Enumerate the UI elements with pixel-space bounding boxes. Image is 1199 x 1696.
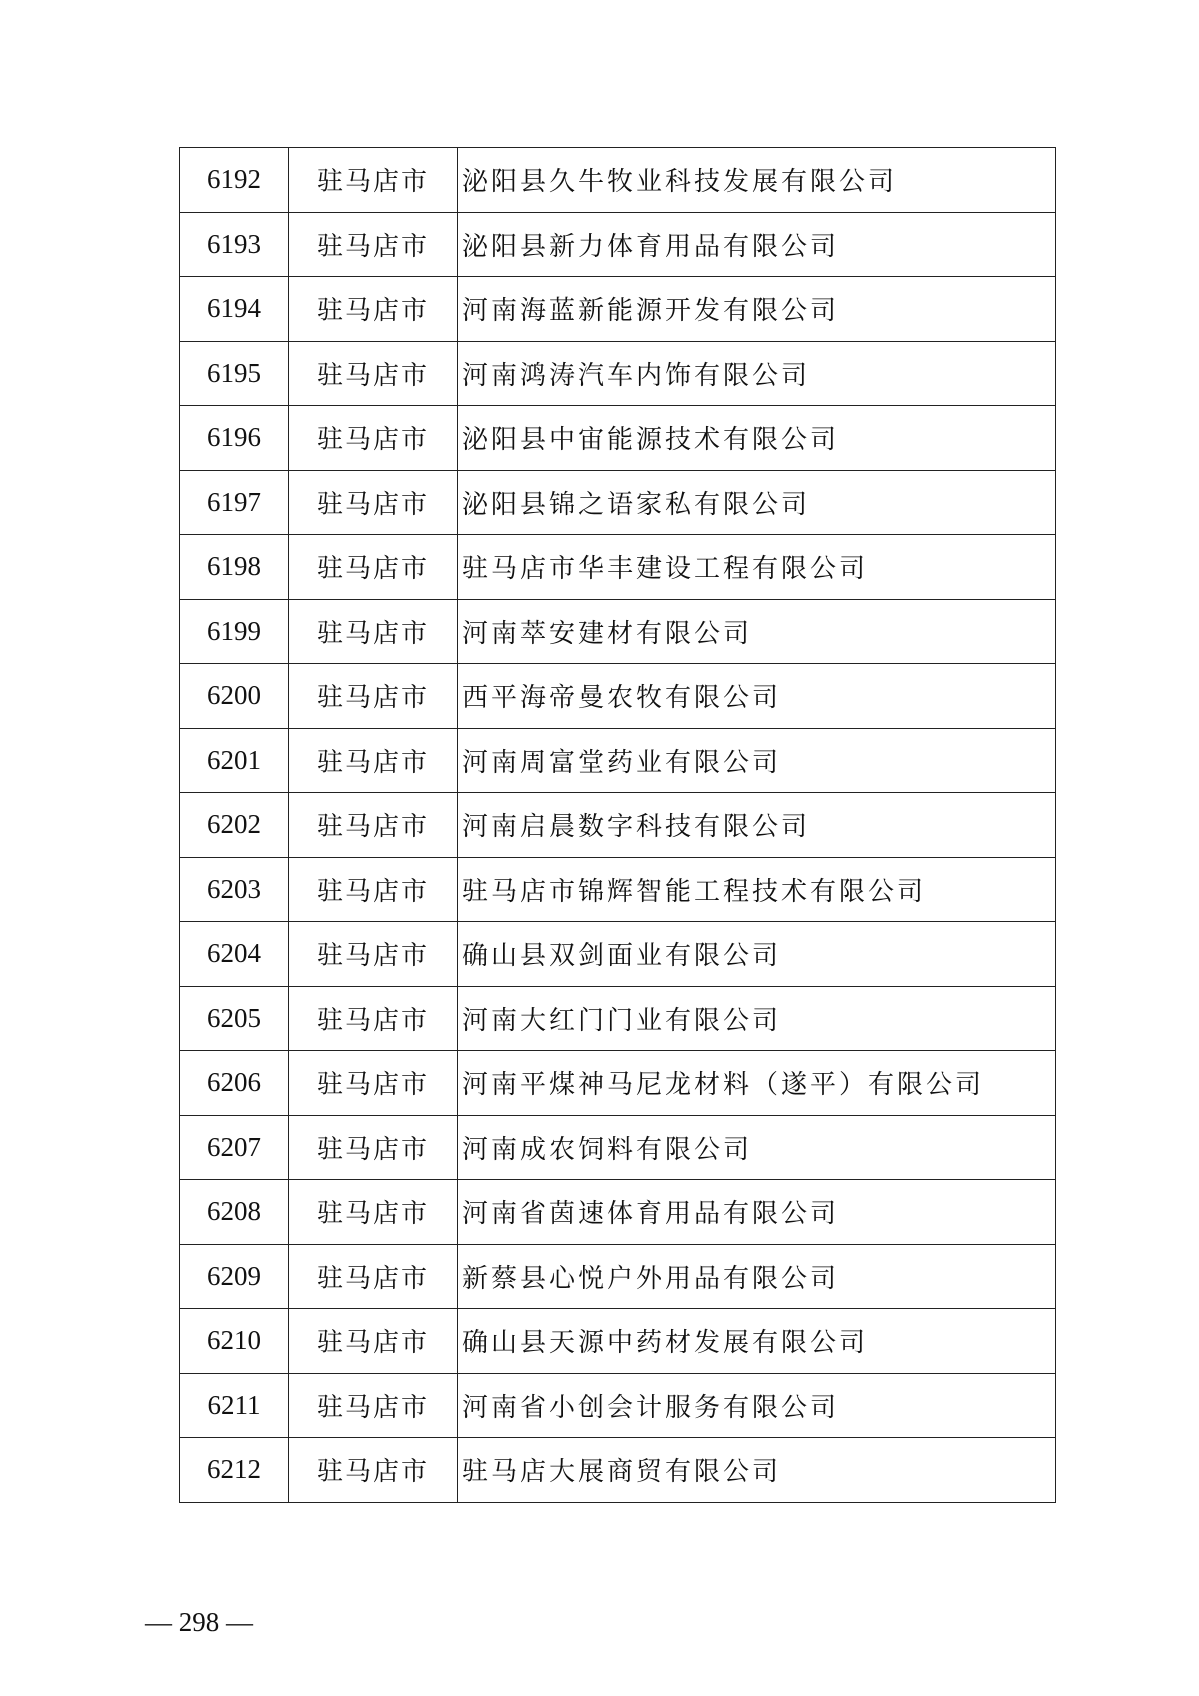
serial-number-cell: 6196 (180, 406, 289, 471)
table-row (180, 406, 1056, 471)
company-name-cell: 泌阳县锦之语家私有限公司 (458, 470, 1056, 535)
serial-number-cell: 6201 (180, 728, 289, 793)
serial-number-cell: 6209 (180, 1244, 289, 1309)
city-cell: 驻马店市 (289, 212, 458, 277)
city-cell: 驻马店市 (289, 148, 458, 213)
serial-number-cell: 6211 (180, 1373, 289, 1438)
serial-number-cell: 6197 (180, 470, 289, 535)
city-cell: 驻马店市 (289, 793, 458, 858)
table-row (180, 1051, 1056, 1116)
city-cell: 驻马店市 (289, 1180, 458, 1245)
company-name-cell: 泌阳县新力体育用品有限公司 (458, 212, 1056, 277)
serial-number-cell: 6200 (180, 664, 289, 729)
table-row (180, 341, 1056, 406)
serial-number-cell: 6202 (180, 793, 289, 858)
serial-number-cell: 6194 (180, 277, 289, 342)
table-row (180, 986, 1056, 1051)
table-row (180, 470, 1056, 535)
company-name-cell: 确山县双剑面业有限公司 (458, 922, 1056, 987)
table-row (180, 277, 1056, 342)
table-row (180, 1115, 1056, 1180)
company-name-cell: 河南周富堂药业有限公司 (458, 728, 1056, 793)
company-name-cell: 西平海帝曼农牧有限公司 (458, 664, 1056, 729)
table-row (180, 1180, 1056, 1245)
company-name-cell: 确山县天源中药材发展有限公司 (458, 1309, 1056, 1374)
city-cell: 驻马店市 (289, 1309, 458, 1374)
company-name-cell: 河南省茵速体育用品有限公司 (458, 1180, 1056, 1245)
city-cell: 驻马店市 (289, 1115, 458, 1180)
company-name-cell: 河南平煤神马尼龙材料（遂平）有限公司 (458, 1051, 1056, 1116)
table-row (180, 212, 1056, 277)
serial-number-cell: 6199 (180, 599, 289, 664)
serial-number-cell: 6205 (180, 986, 289, 1051)
serial-number-cell: 6208 (180, 1180, 289, 1245)
table-row (180, 535, 1056, 600)
table-row (180, 1244, 1056, 1309)
company-name-cell: 河南鸿涛汽车内饰有限公司 (458, 341, 1056, 406)
company-name-cell: 河南萃安建材有限公司 (458, 599, 1056, 664)
table-row (180, 664, 1056, 729)
city-cell: 驻马店市 (289, 1438, 458, 1503)
serial-number-cell: 6207 (180, 1115, 289, 1180)
city-cell: 驻马店市 (289, 599, 458, 664)
city-cell: 驻马店市 (289, 1244, 458, 1309)
serial-number-cell: 6198 (180, 535, 289, 600)
company-list-table (179, 147, 1056, 1503)
table-row (180, 922, 1056, 987)
city-cell: 驻马店市 (289, 406, 458, 471)
serial-number-cell: 6204 (180, 922, 289, 987)
city-cell: 驻马店市 (289, 728, 458, 793)
company-name-cell: 河南大红门门业有限公司 (458, 986, 1056, 1051)
company-name-cell: 泌阳县久牛牧业科技发展有限公司 (458, 148, 1056, 213)
serial-number-cell: 6206 (180, 1051, 289, 1116)
page-number: — 298 — (145, 1607, 253, 1637)
table-row (180, 728, 1056, 793)
serial-number-cell: 6192 (180, 148, 289, 213)
table-row (180, 1438, 1056, 1503)
table-row (180, 857, 1056, 922)
city-cell: 驻马店市 (289, 277, 458, 342)
company-name-cell: 河南成农饲料有限公司 (458, 1115, 1056, 1180)
company-name-cell: 河南启晨数字科技有限公司 (458, 793, 1056, 858)
table-row (180, 793, 1056, 858)
company-name-cell: 驻马店大展商贸有限公司 (458, 1438, 1056, 1503)
city-cell: 驻马店市 (289, 986, 458, 1051)
company-name-cell: 泌阳县中宙能源技术有限公司 (458, 406, 1056, 471)
serial-number-cell: 6212 (180, 1438, 289, 1503)
serial-number-cell: 6195 (180, 341, 289, 406)
company-name-cell: 河南海蓝新能源开发有限公司 (458, 277, 1056, 342)
city-cell: 驻马店市 (289, 1373, 458, 1438)
city-cell: 驻马店市 (289, 1051, 458, 1116)
company-name-cell: 新蔡县心悦户外用品有限公司 (458, 1244, 1056, 1309)
serial-number-cell: 6203 (180, 857, 289, 922)
table-row (180, 1373, 1056, 1438)
table-body (180, 148, 1056, 1503)
city-cell: 驻马店市 (289, 341, 458, 406)
city-cell: 驻马店市 (289, 857, 458, 922)
city-cell: 驻马店市 (289, 535, 458, 600)
company-name-cell: 河南省小创会计服务有限公司 (458, 1373, 1056, 1438)
city-cell: 驻马店市 (289, 470, 458, 535)
table-row (180, 148, 1056, 213)
city-cell: 驻马店市 (289, 922, 458, 987)
table-row (180, 1309, 1056, 1374)
table-row (180, 599, 1056, 664)
company-name-cell: 驻马店市华丰建设工程有限公司 (458, 535, 1056, 600)
serial-number-cell: 6210 (180, 1309, 289, 1374)
serial-number-cell: 6193 (180, 212, 289, 277)
city-cell: 驻马店市 (289, 664, 458, 729)
company-name-cell: 驻马店市锦辉智能工程技术有限公司 (458, 857, 1056, 922)
